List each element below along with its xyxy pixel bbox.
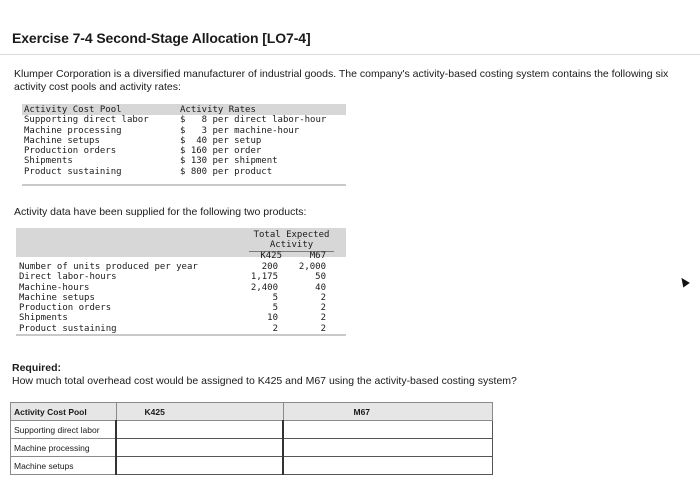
- activity-row-labels: [19, 262, 198, 334]
- activity-data-intro: Activity data have been supplied for the following two products:: [14, 206, 307, 218]
- activity-row-label: Machine-hours: [19, 282, 90, 293]
- rates-row-rate: $ 800 per product: [180, 166, 273, 177]
- k425-value: 2,400: [250, 282, 278, 293]
- activity-data-table: [16, 228, 346, 338]
- m67-value: 50: [315, 272, 326, 283]
- activity-row-label: Number of units produced per year: [19, 262, 198, 272]
- k425-input-machine-setups[interactable]: [117, 458, 282, 473]
- answer-row-label: Supporting direct labor: [11, 421, 117, 439]
- k425-input-machine-processing[interactable]: [117, 440, 282, 455]
- exercise-title: Exercise 7-4 Second-Stage Allocation [LO7-4]: [12, 30, 311, 46]
- k425-input-supporting-direct-labor[interactable]: [117, 422, 282, 437]
- activity-row-label: Shipments: [19, 313, 68, 324]
- answer-cell-k425: [116, 439, 283, 457]
- answer-row: [11, 421, 493, 439]
- required-label: Required:: [12, 362, 62, 374]
- m67-value: 2: [320, 292, 326, 303]
- rates-pool-column: [24, 105, 149, 177]
- rates-row-rate: $ 8 per direct labor-hour: [180, 115, 327, 126]
- answer-cell-k425: [116, 457, 283, 475]
- answer-table: [10, 402, 493, 475]
- rates-row-pool: Machine processing: [24, 125, 122, 136]
- k425-value: 1,175: [250, 272, 278, 283]
- m67-value: 2: [320, 303, 326, 314]
- rates-row-pool: Product sustaining: [24, 166, 122, 177]
- group-header-line-2: Activity: [269, 240, 314, 251]
- activity-row-label: Direct labor-hours: [19, 272, 117, 283]
- m67-value: 2: [320, 323, 326, 334]
- rates-rate-column: [180, 105, 326, 177]
- group-header-line-1: Total Expected: [253, 230, 330, 240]
- rates-row-pool: Machine setups: [24, 135, 100, 146]
- answer-row-label: Machine processing: [11, 439, 117, 457]
- rates-row-pool: Supporting direct labor: [24, 115, 149, 126]
- mouse-cursor-icon: [678, 276, 690, 288]
- m67-input-machine-setups[interactable]: [284, 458, 492, 473]
- k425-value: 200: [261, 262, 278, 272]
- required-section: [12, 362, 517, 388]
- activity-row-label: Production orders: [19, 303, 112, 314]
- answer-header-m67: M67: [283, 403, 492, 421]
- answer-row-label: Machine setups: [11, 457, 117, 475]
- activity-group-header: [249, 230, 334, 251]
- activity-rates-table: [22, 104, 346, 186]
- activity-row-label: Machine setups: [19, 292, 95, 303]
- m67-values: [288, 262, 326, 334]
- rates-header-pool: Activity Cost Pool: [24, 105, 122, 115]
- rates-row-rate: $ 40 per setup: [180, 135, 262, 146]
- activity-table-bottom-rule: [16, 334, 346, 336]
- k425-value: 2: [272, 323, 278, 334]
- col-header-m67: M67: [309, 251, 326, 261]
- m67-value: 2: [320, 313, 326, 324]
- answer-header-k425: K425: [116, 403, 283, 421]
- rates-row-rate: $ 130 per shipment: [180, 156, 278, 167]
- intro-paragraph: Klumper Corporation is a diversified manufacturer of industrial goods. The company's activity-based costing system contains the following six activity cost pools and activity rates:: [14, 68, 669, 93]
- k425-values: [242, 262, 278, 334]
- answer-cell-k425: [116, 421, 283, 439]
- k425-value: 10: [267, 313, 278, 324]
- rates-row-pool: Production orders: [24, 146, 117, 157]
- k425-value: 5: [272, 303, 278, 314]
- answer-cell-m67: [283, 439, 492, 457]
- activity-row-label: Product sustaining: [19, 323, 117, 334]
- m67-input-supporting-direct-labor[interactable]: [284, 422, 492, 437]
- rates-row-rate: $ 160 per order: [180, 146, 262, 157]
- answer-cell-m67: [283, 457, 492, 475]
- rates-row-rate: $ 3 per machine-hour: [180, 125, 300, 136]
- title-divider: [0, 54, 700, 55]
- m67-value: 2,000: [298, 262, 326, 272]
- required-question: How much total overhead cost would be assigned to K425 and M67 using the activity-based costing system?: [12, 375, 517, 387]
- col-header-k425: K425: [260, 251, 282, 261]
- answer-cell-m67: [283, 421, 492, 439]
- rates-header-rate: Activity Rates: [180, 105, 256, 115]
- rates-row-pool: Shipments: [24, 156, 73, 167]
- answer-row: [11, 457, 493, 475]
- m67-value: 40: [315, 282, 326, 293]
- rates-table-bottom-rule: [22, 184, 346, 186]
- answer-header-pool: Activity Cost Pool: [11, 403, 117, 421]
- m67-input-machine-processing[interactable]: [284, 440, 492, 455]
- answer-row: [11, 439, 493, 457]
- k425-value: 5: [272, 292, 278, 303]
